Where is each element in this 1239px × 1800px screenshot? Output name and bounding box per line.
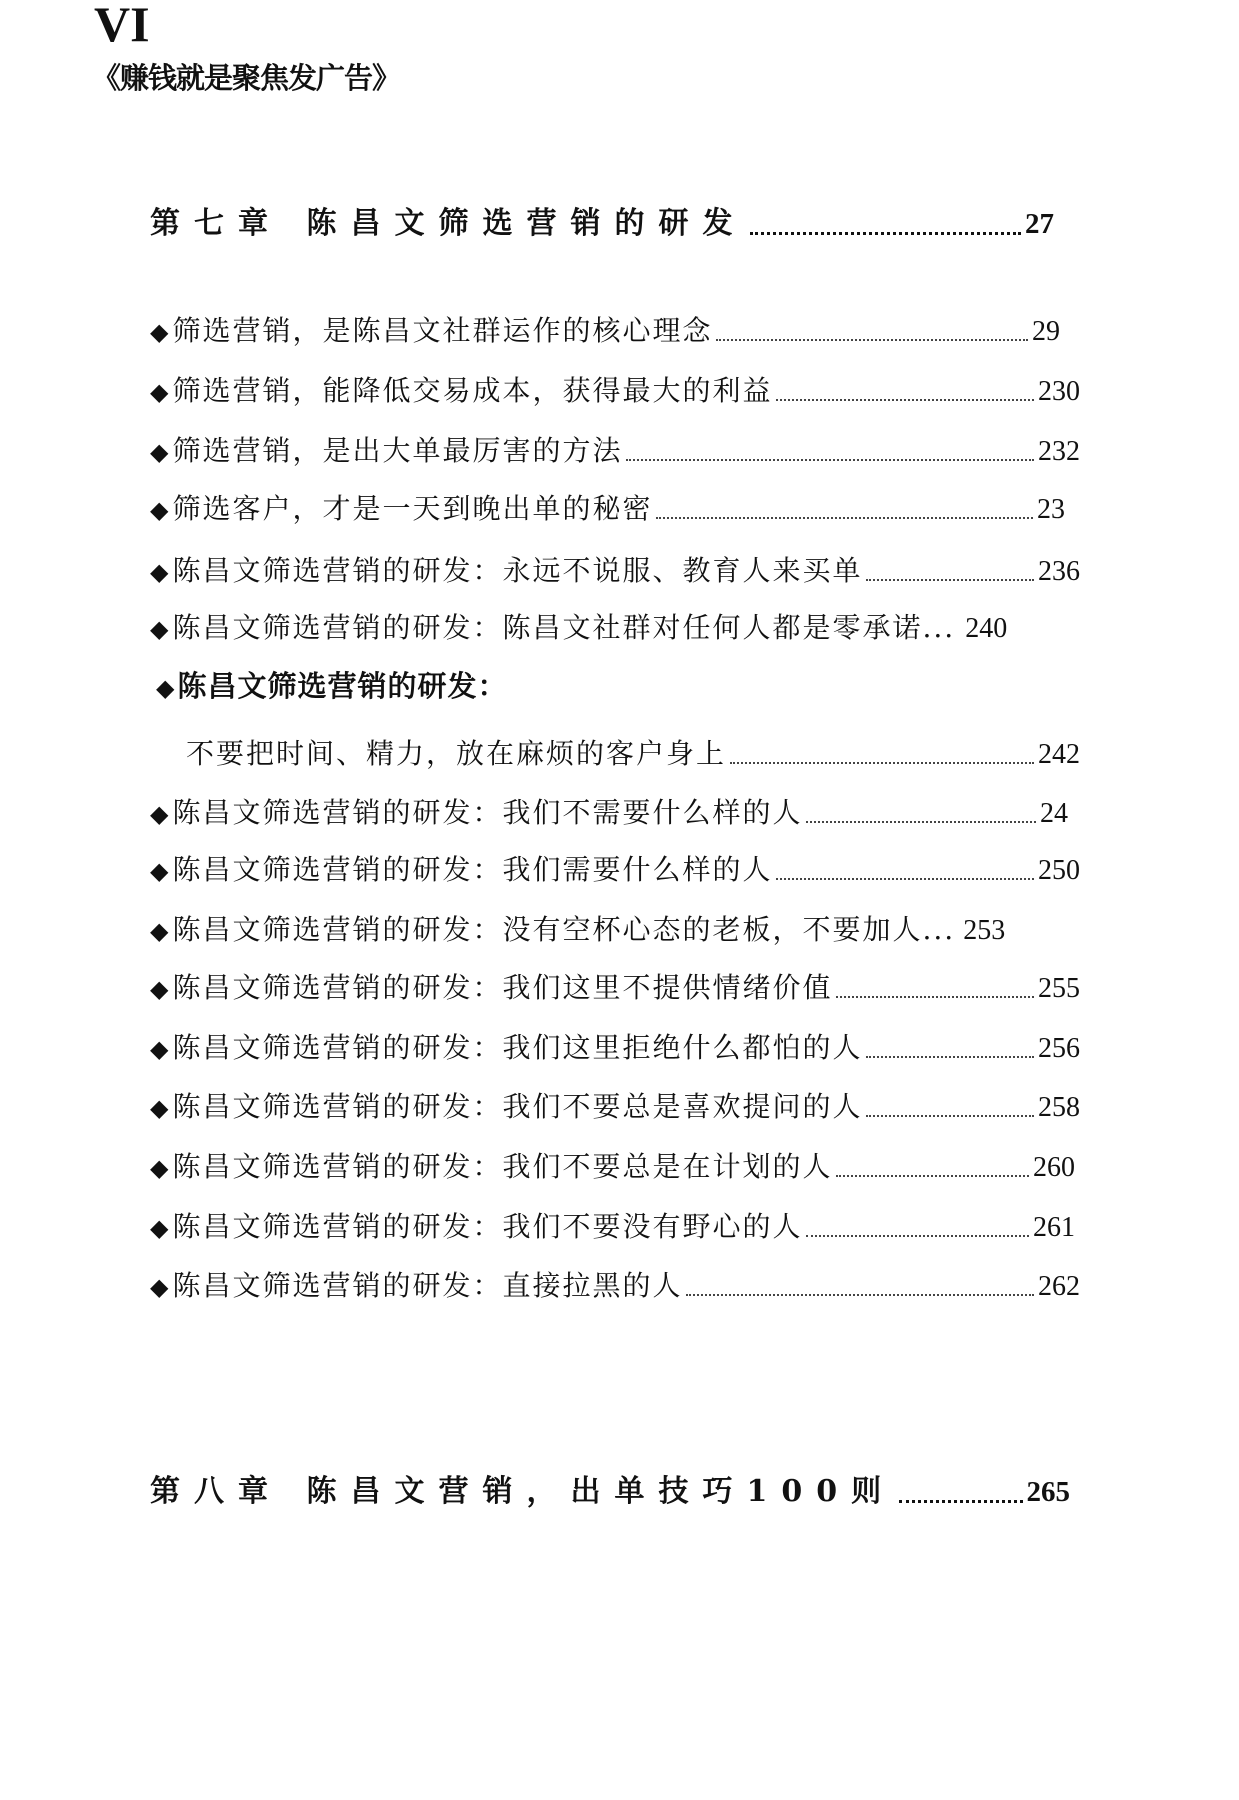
bullet-icon: ◆ — [150, 1094, 171, 1122]
entry-text: 陈昌文筛选营销的研发：我们这里不提供情绪价值 — [172, 971, 833, 1004]
toc-chapter-7[interactable] — [150, 198, 1054, 242]
book-title: 《赚钱就是聚焦发广告》 — [92, 61, 401, 95]
entry-page: 240 — [965, 613, 1008, 644]
toc-entry[interactable] — [150, 549, 1080, 589]
dot-leader — [626, 459, 1034, 461]
entry-page: 232 — [1038, 436, 1080, 467]
entry-heading-text: 陈昌文筛选营销的研发： — [177, 669, 508, 703]
entry-page: 255 — [1038, 973, 1080, 1004]
bullet-icon: ◆ — [150, 917, 171, 945]
dot-leader — [806, 1235, 1029, 1237]
bullet-icon: ◆ — [150, 438, 171, 466]
dot-leader — [866, 1115, 1034, 1117]
entry-text: 陈昌文筛选营销的研发：我们需要什么样的人 — [172, 853, 773, 886]
bullet-icon: ◆ — [150, 615, 171, 643]
entry-text: 不要把时间、精力，放在麻烦的客户身上 — [186, 737, 727, 770]
dot-leader — [776, 878, 1034, 880]
bullet-icon: ◆ — [150, 1273, 171, 1301]
entry-page: 23 — [1037, 494, 1065, 525]
dot-leader — [806, 821, 1036, 823]
toc-entry[interactable] — [150, 1145, 1075, 1185]
entry-page: 256 — [1038, 1033, 1080, 1064]
entry-text: 陈昌文筛选营销的研发：陈昌文社群对任何人都是零承诺... — [172, 611, 956, 644]
dot-leader — [656, 517, 1033, 519]
entry-text: 陈昌文筛选营销的研发：我们不要没有野心的人 — [172, 1210, 803, 1243]
toc-entry[interactable] — [150, 1085, 1080, 1125]
entry-text: 筛选营销，能降低交易成本，获得最大的利益 — [172, 374, 773, 407]
chapter-page: 265 — [1026, 1476, 1070, 1508]
entry-page: 253 — [963, 915, 1006, 946]
toc-entry[interactable] — [150, 848, 1080, 888]
bullet-icon: ◆ — [150, 1154, 171, 1182]
toc-entry[interactable] — [186, 732, 1080, 772]
toc-chapter-8[interactable] — [150, 1466, 1070, 1510]
bullet-icon: ◆ — [150, 800, 171, 828]
entry-text: 陈昌文筛选营销的研发：永远不说服、教育人来买单 — [172, 554, 863, 587]
toc-entry[interactable] — [150, 487, 1065, 527]
entry-page: 230 — [1038, 376, 1080, 407]
dot-leader — [716, 339, 1028, 341]
bullet-icon: ◆ — [150, 318, 171, 346]
toc-entry[interactable] — [150, 1205, 1075, 1245]
bullet-icon: ◆ — [150, 1035, 171, 1063]
dot-leader — [730, 762, 1034, 764]
toc-entry[interactable] — [150, 606, 1080, 646]
toc-entry[interactable] — [150, 1026, 1080, 1066]
toc-entry[interactable] — [150, 1264, 1080, 1304]
dot-leader — [899, 1500, 1022, 1503]
bullet-icon: ◆ — [150, 496, 171, 524]
bullet-icon: ◆ — [150, 558, 171, 586]
entry-page: 261 — [1033, 1212, 1075, 1243]
bullet-icon: ◆ — [150, 1214, 171, 1242]
toc-entry-heading — [156, 664, 507, 705]
page-number: VI — [94, 0, 150, 52]
toc-entry[interactable] — [150, 908, 1080, 948]
entry-page: 29 — [1032, 316, 1060, 347]
chapter-title: 第七章 陈昌文筛选营销的研发 — [150, 206, 747, 241]
toc-entry[interactable] — [150, 791, 1068, 831]
bullet-icon: ◆ — [150, 378, 171, 406]
chapter-title: 第八章 陈昌文营销，出单技巧100则 — [150, 1474, 896, 1509]
entry-text: 陈昌文筛选营销的研发：我们不要总是喜欢提问的人 — [172, 1090, 863, 1123]
entry-text: 陈昌文筛选营销的研发：我们不需要什么样的人 — [172, 796, 803, 829]
entry-text: 筛选客户，才是一天到晚出单的秘密 — [172, 492, 653, 525]
entry-page: 236 — [1038, 556, 1080, 587]
toc-entry[interactable] — [150, 966, 1080, 1006]
toc-entry[interactable] — [150, 369, 1080, 409]
entry-text: 陈昌文筛选营销的研发：我们不要总是在计划的人 — [172, 1150, 833, 1183]
chapter-page: 27 — [1025, 208, 1054, 240]
entry-page: 262 — [1038, 1271, 1080, 1302]
dot-leader — [866, 1056, 1034, 1058]
dot-leader — [750, 232, 1021, 235]
bullet-icon: ◆ — [150, 857, 171, 885]
dot-leader — [836, 1175, 1029, 1177]
entry-text: 筛选营销，是陈昌文社群运作的核心理念 — [172, 314, 713, 347]
toc-entry[interactable] — [150, 309, 1060, 349]
dot-leader — [776, 399, 1034, 401]
toc-entry[interactable] — [150, 429, 1080, 469]
entry-page: 250 — [1038, 855, 1080, 886]
bullet-icon: ◆ — [150, 975, 171, 1003]
entry-text: 陈昌文筛选营销的研发：我们这里拒绝什么都怕的人 — [172, 1031, 863, 1064]
bullet-icon: ◆ — [156, 673, 176, 702]
entry-text: 陈昌文筛选营销的研发：直接拉黑的人 — [172, 1269, 683, 1302]
entry-page: 258 — [1038, 1092, 1080, 1123]
dot-leader — [686, 1294, 1034, 1296]
dot-leader — [866, 579, 1034, 581]
dot-leader — [836, 996, 1034, 998]
entry-text: 陈昌文筛选营销的研发：没有空杯心态的老板，不要加人... — [172, 913, 956, 946]
entry-text: 筛选营销，是出大单最厉害的方法 — [172, 434, 623, 467]
entry-page: 24 — [1040, 798, 1068, 829]
entry-page: 242 — [1038, 739, 1080, 770]
entry-page: 260 — [1033, 1152, 1075, 1183]
